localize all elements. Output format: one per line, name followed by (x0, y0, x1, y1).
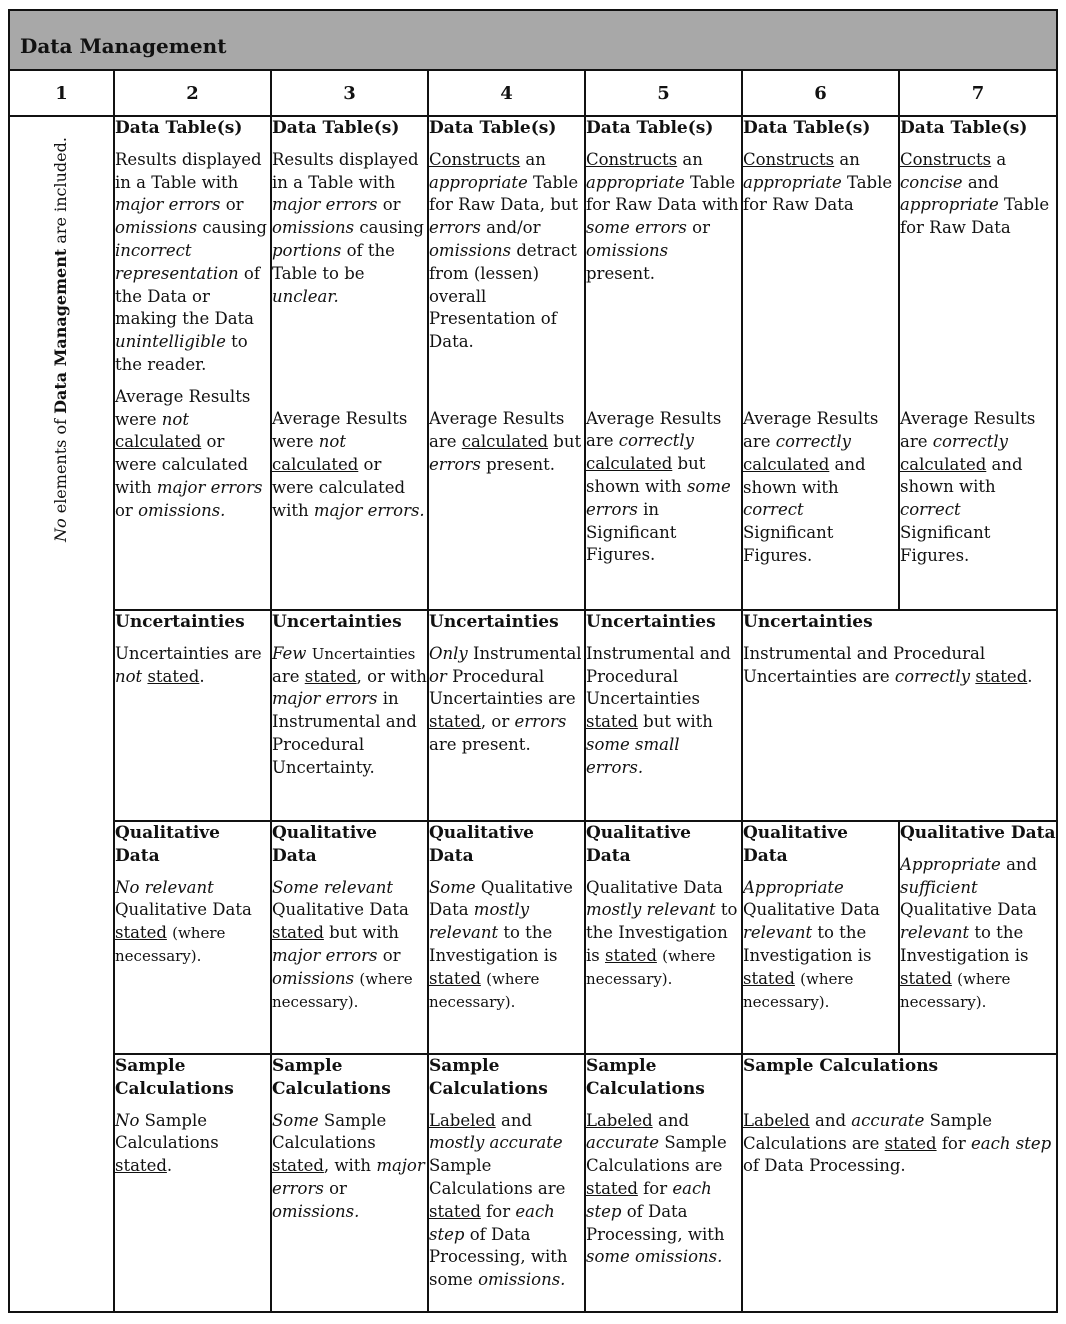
level-5: 5 (585, 70, 742, 116)
sample-level-3: Sample Calculations Some Sample Calculations stated, with major errors or omissions. (271, 1054, 428, 1312)
uncertainties-level-4: Uncertainties Only Instrumental or Procedural Uncertainties are stated, or errors are present. (428, 610, 585, 821)
uncertainties-level-2: Uncertainties Uncertainties are not stated. (114, 610, 271, 821)
qualitative-level-5: Qualitative Data Qualitative Data mostly relevant to the Investigation is stated (where necessary). (585, 821, 742, 1054)
data-tables-row (9, 116, 1057, 610)
qualitative-level-6: Qualitative Data Appropriate Qualitative Data relevant to the Investigation is stated (where necessary). (742, 821, 899, 1054)
qualitative-level-2: Qualitative Data No relevant Qualitative Data stated (where necessary). (114, 821, 271, 1054)
page-title: Data Management (20, 34, 227, 58)
data-tables-level-7: Data Table(s) Constructs a concise and appropriate Table for Raw Data Average Results are correctly calculated and shown with correct Significant Figures. (899, 116, 1057, 610)
level-1: 1 (9, 70, 114, 116)
sample-level-4: Sample Calculations Labeled and mostly accurate Sample Calculations are stated for each step of Data Processing, with some omissions. (428, 1054, 585, 1312)
side-note-cell (9, 116, 114, 1312)
level-3: 3 (271, 70, 428, 116)
data-tables-level-6: Data Table(s) Constructs an appropriate Table for Raw Data Average Results are correctly calculated and shown with correct Significant Figures. (742, 116, 899, 610)
data-tables-level-2: Data Table(s) Results displayed in a Table with major errors or omissions causing incorrect representation of the Data or making the Data unintelligible to the reader. Average Results were not calculated or were calculated with major errors or omissions. (114, 116, 271, 610)
level-6: 6 (742, 70, 899, 116)
uncertainties-level-5: Uncertainties Instrumental and Procedural Uncertainties stated but with some small errors. (585, 610, 742, 821)
data-tables-level-4: Data Table(s) Constructs an appropriate Table for Raw Data, but errors and/or omissions detract from (lessen) overall Presentation of Data. Average Results are calculated but errors present. (428, 116, 585, 610)
qualitative-row (9, 821, 1057, 1054)
rubric-table (8, 9, 1058, 1313)
uncertainties-level-6-7: Uncertainties Instrumental and Procedural Uncertainties are correctly stated. (742, 610, 1057, 821)
side-note: No elements of Data Management are included. (50, 137, 70, 542)
data-tables-level-3: Data Table(s) Results displayed in a Table with major errors or omissions causing portions of the Table to be unclear. Average Results were not calculated or were calculated with major errors. (271, 116, 428, 610)
level-header-row (9, 70, 1057, 116)
level-4: 4 (428, 70, 585, 116)
sample-level-2: Sample Calculations No Sample Calculations stated. (114, 1054, 271, 1312)
uncertainties-row (9, 610, 1057, 821)
qualitative-level-3: Qualitative Data Some relevant Qualitative Data stated but with major errors or omissions (where necessary). (271, 821, 428, 1054)
level-2: 2 (114, 70, 271, 116)
sample-calcs-row (9, 1054, 1057, 1312)
sample-level-5: Sample Calculations Labeled and accurate Sample Calculations are stated for each step of Data Processing, with some omissions. (585, 1054, 742, 1312)
title-bar (9, 10, 1057, 70)
level-7: 7 (899, 70, 1057, 116)
uncertainties-level-3: Uncertainties Few Uncertainties are stated, or with major errors in Instrumental and Procedural Uncertainty. (271, 610, 428, 821)
qualitative-level-7: Qualitative Data Appropriate and sufficient Qualitative Data relevant to the Investigation is stated (where necessary). (899, 821, 1057, 1054)
data-tables-level-5: Data Table(s) Constructs an appropriate Table for Raw Data with some errors or omissions present. Average Results are correctly calculated but shown with some errors in Significant Figures. (585, 116, 742, 610)
sample-level-6-7: Sample Calculations Labeled and accurate Sample Calculations are stated for each step of Data Processing. (742, 1054, 1057, 1312)
qualitative-level-4: Qualitative Data Some Qualitative Data mostly relevant to the Investigation is stated (where necessary). (428, 821, 585, 1054)
